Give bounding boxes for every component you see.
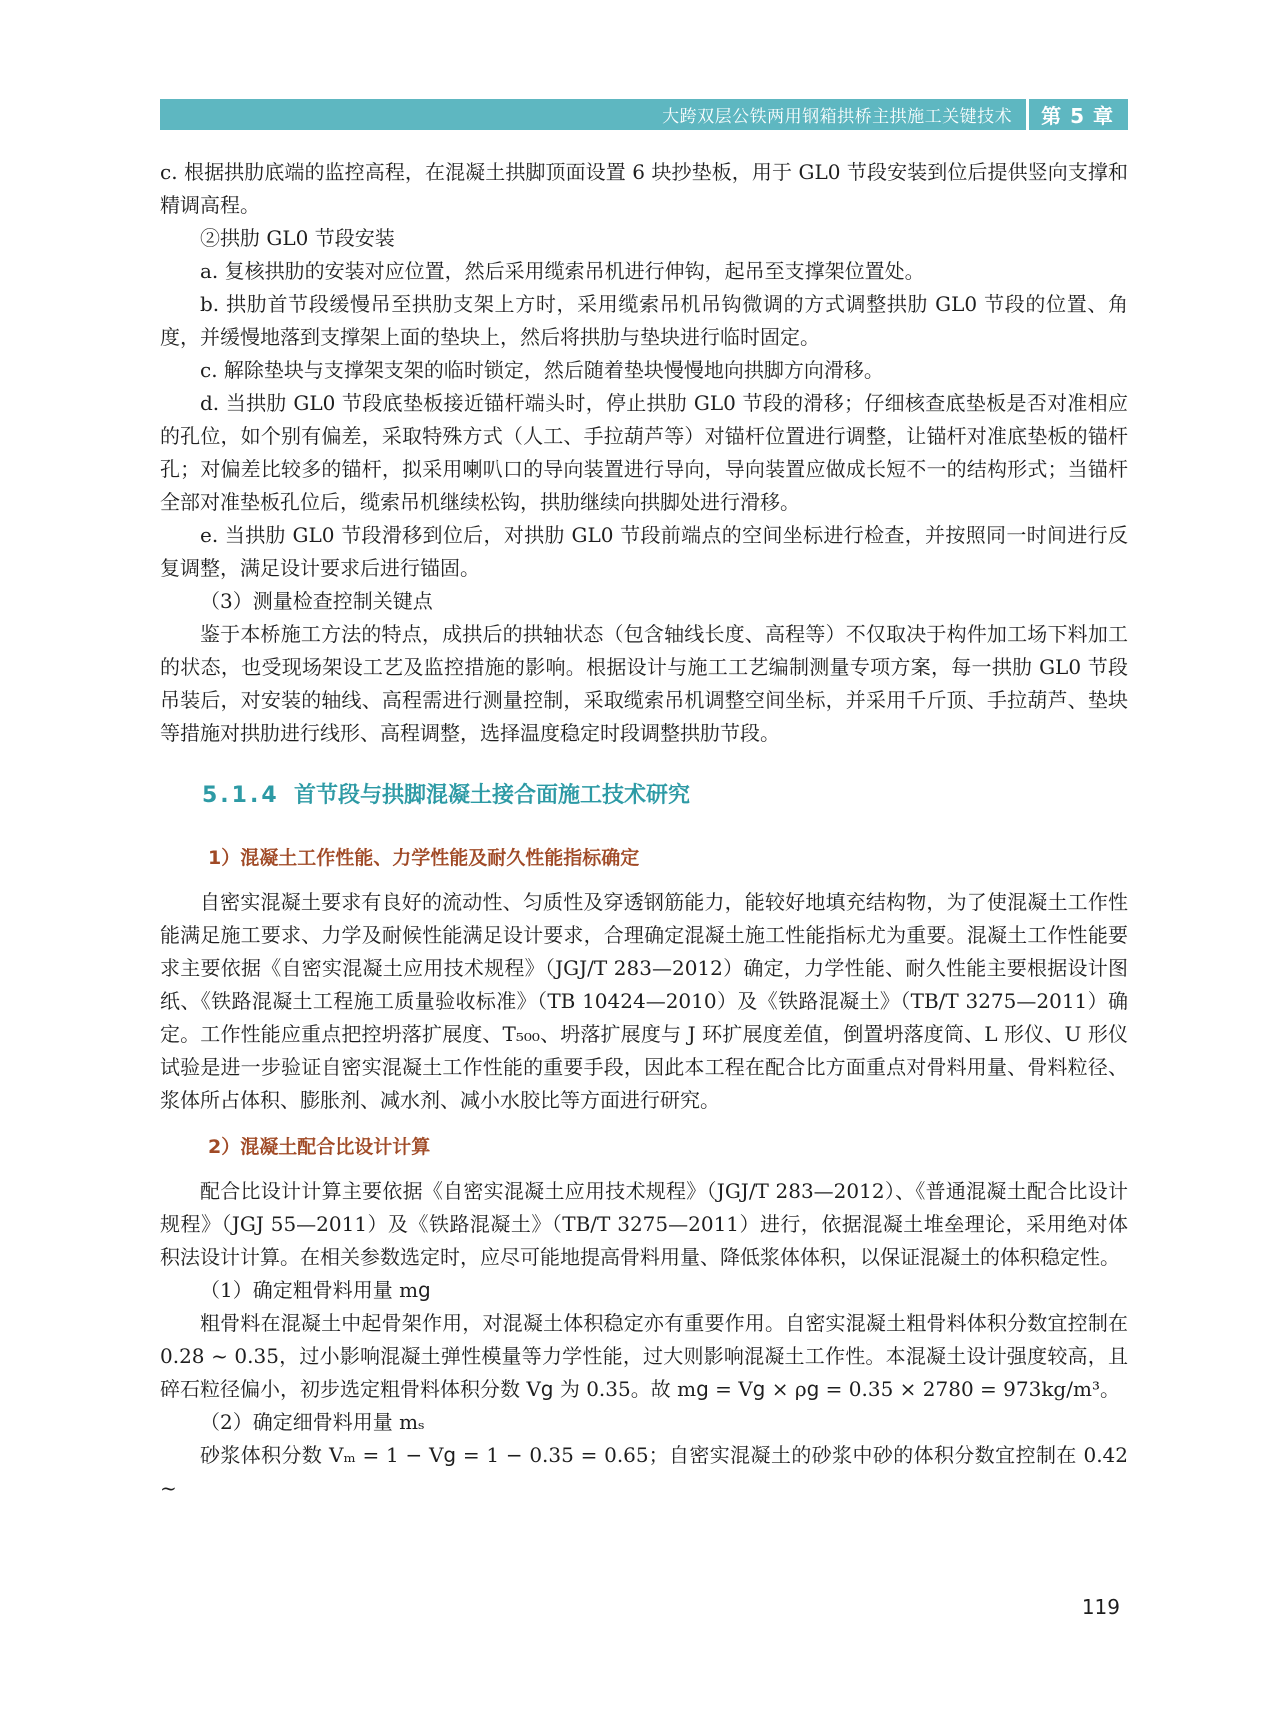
paragraph: 粗骨料在混凝土中起骨架作用，对混凝土体积稳定亦有重要作用。自密实混凝土粗骨料体积分数宜控制在 0.28 ~ 0.35，过小影响混凝土弹性模量等力学性能，过大则影响混凝土工作性。本混凝土设计强度较高，且碎石粒径偏小，初步选定粗骨料体积分数 V𝗀 为 0.35。故 m𝗀 = V𝗀 × ρ𝗀 = 0.35 × 2780 = 973kg/m³。 <box>160 1311 1128 1401</box>
section-number: 5.1.4 <box>202 783 280 808</box>
subsection-heading: 1）混凝土工作性能、力学性能及耐久性能指标确定 <box>208 847 640 869</box>
paragraph: d. 当拱肋 GL0 节段底垫板接近锚杆端头时，停止拱肋 GL0 节段的滑移；仔细核查底垫板是否对准相应的孔位，如个别有偏差，采取特殊方式（人工、手拉葫芦等）对锚杆位置进行调整，让锚杆对准底垫板的锚杆孔；对偏差比较多的锚杆，拟采用喇叭口的导向装置进行导向，导向装置应做成长短不一的结构形式；当锚杆全部对准垫板孔位后，缆索吊机继续松钩，拱肋继续向拱脚处进行滑移。 <box>160 391 1128 514</box>
paragraph: 自密实混凝土要求有良好的流动性、匀质性及穿透钢筋能力，能较好地填充结构物，为了使混凝土工作性能满足施工要求、力学及耐候性能满足设计要求，合理确定混凝土施工性能指标尤为重要。混凝土工作性能要求主要依据《自密实混凝土应用技术规程》（JGJ/T 283—2012）确定，力学性能、耐久性能主要根据设计图纸、《铁路混凝土工程施工质量验收标准》（TB 10424—2010）及《铁路混凝土》（TB/T 3275—2011）确定。工作性能应重点把控坍落扩展度、T₅₀₀、坍落扩展度与 J 环扩展度差值，倒置坍落度筒、L 形仪、U 形仪试验是进一步验证自密实混凝土工作性能的重要手段，因此本工程在配合比方面重点对骨料用量、骨料粒径、浆体所占体积、膨胀剂、减水剂、减小水胶比等方面进行研究。 <box>160 890 1128 1112</box>
paragraph: （3）测量检查控制关键点 <box>200 589 433 613</box>
section-title: 首节段与拱脚混凝土接合面施工技术研究 <box>294 783 691 808</box>
paragraph: e. 当拱肋 GL0 节段滑移到位后，对拱肋 GL0 节段前端点的空间坐标进行检查，并按照同一时间进行反复调整，满足设计要求后进行锚固。 <box>160 523 1128 580</box>
page-number: 119 <box>1081 1595 1120 1619</box>
paragraph: 鉴于本桥施工方法的特点，成拱后的拱轴状态（包含轴线长度、高程等）不仅取决于构件加工场下料加工的状态，也受现场架设工艺及监控措施的影响。根据设计与施工工艺编制测量专项方案，每一拱肋 GL0 节段吊装后，对安装的轴线、高程需进行测量控制，采取缆索吊机调整空间坐标，并采用千斤顶、手拉葫芦、垫块等措施对拱肋进行线形、高程调整，选择温度稳定时段调整拱肋节段。 <box>160 622 1128 745</box>
paragraph: （1）确定粗骨料用量 m𝗀 <box>200 1278 431 1302</box>
subsection-heading: 2）混凝土配合比设计计算 <box>208 1136 431 1158</box>
paragraph: a. 复核拱肋的安装对应位置，然后采用缆索吊机进行伸钩，起吊至支撑架位置处。 <box>200 259 925 283</box>
paragraph: 砂浆体积分数 Vₘ = 1 − V𝗀 = 1 − 0.35 = 0.65；自密实混凝土的砂浆中砂的体积分数宜控制在 0.42 ~ <box>160 1443 1128 1500</box>
paragraph: 配合比设计计算主要依据《自密实混凝土应用技术规程》（JGJ/T 283—2012）、《普通混凝土配合比设计规程》（JGJ 55—2011）及《铁路混凝土》（TB/T 3275—2011）进行，依据混凝土堆垒理论，采用绝对体积法设计计算。在相关参数选定时，应尽可能地提高骨料用量、降低浆体体积，以保证混凝土的体积稳定性。 <box>160 1179 1128 1269</box>
book-title: 大跨双层公铁两用钢箱拱桥主拱施工关键技术 <box>662 107 1013 127</box>
section-heading <box>160 772 1128 820</box>
running-header <box>160 99 1128 130</box>
paragraph: c. 解除垫块与支撑架支架的临时锁定，然后随着垫块慢慢地向拱脚方向滑移。 <box>200 358 884 382</box>
paragraph: b. 拱肋首节段缓慢吊至拱肋支架上方时，采用缆索吊机吊钩微调的方式调整拱肋 GL0 节段的位置、角度，并缓慢地落到支撑架上面的垫块上，然后将拱肋与垫块进行临时固定。 <box>160 292 1128 349</box>
paragraph: （2）确定细骨料用量 mₛ <box>200 1410 425 1434</box>
chapter-label: 第 5 章 <box>1041 104 1114 128</box>
paragraph: ②拱肋 GL0 节段安装 <box>200 226 395 250</box>
page-body <box>160 156 1128 1505</box>
paragraph: c. 根据拱肋底端的监控高程，在混凝土拱脚顶面设置 6 块抄垫板，用于 GL0 节段安装到位后提供竖向支撑和精调高程。 <box>160 160 1128 217</box>
